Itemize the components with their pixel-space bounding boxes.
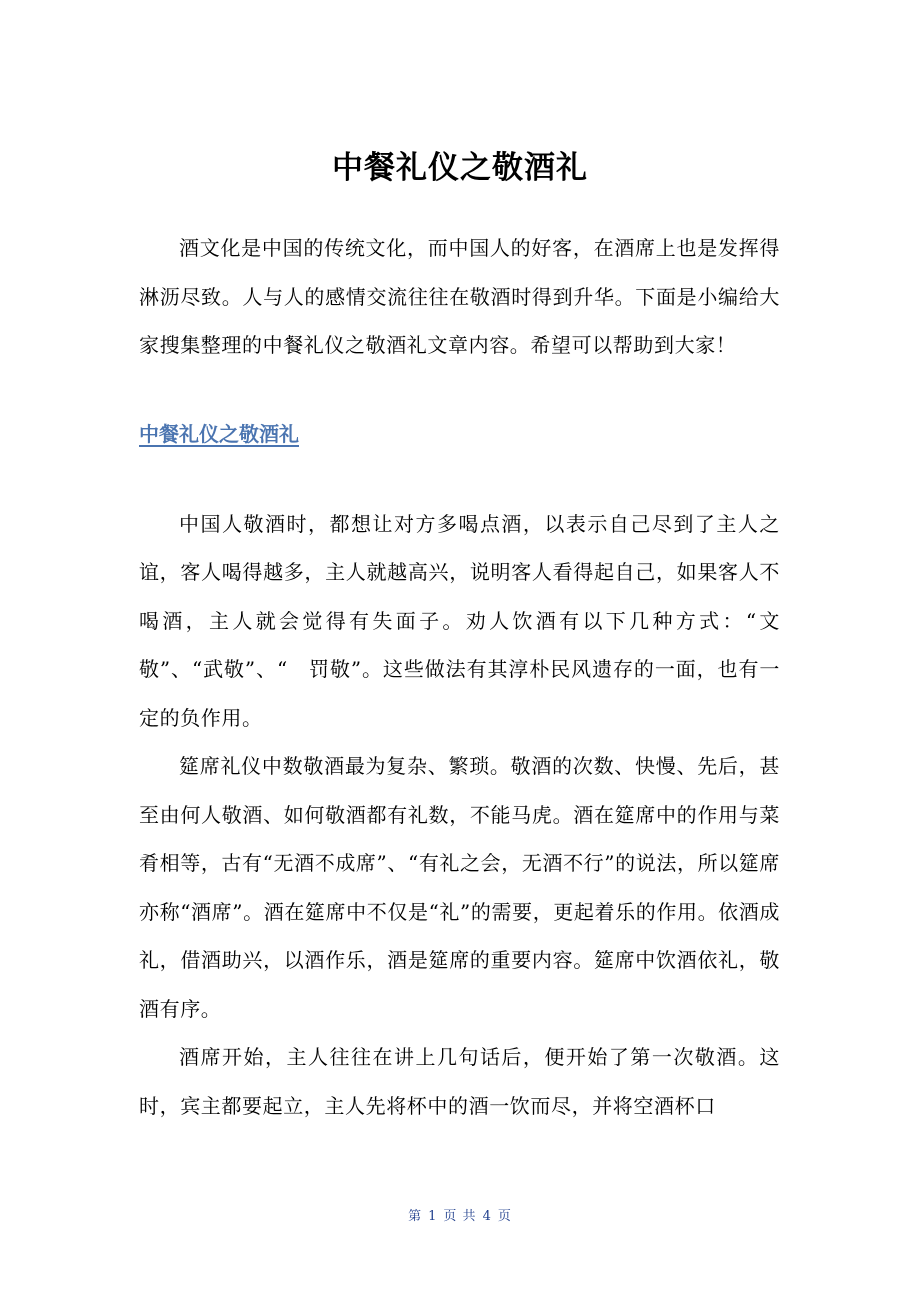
intro-paragraph: 酒文化是中国的传统文化，而中国人的好客，在酒席上也是发挥得淋沥尽致。人与人的感情交流往往在敬酒时得到升华。下面是小编给大家搜集整理的中餐礼仪之敬酒礼文章内容。希望可以帮助到大家！ bbox=[139, 236, 780, 357]
body-paragraph-2: 筵席礼仪中数敬酒最为复杂、繁琐。敬酒的次数、快慢、先后，甚至由何人敬酒、如何敬酒都有礼数，不能马虎。酒在筵席中的作用与菜肴相等，古有“无酒不成席”、“有礼之会，无酒不行”的说法，所以筵席亦称“酒席”。酒在筵席中不仅是“礼”的需要，更起着乐的作用。依酒成礼，借酒助兴，以酒作乐，酒是筵席的重要内容。筵席中饮酒依礼，敬酒有序。 bbox=[139, 754, 780, 1021]
footer-label-pages: 页 bbox=[497, 1209, 512, 1224]
footer-label-of: 页 共 bbox=[443, 1209, 477, 1224]
section-heading-link[interactable]: 中餐礼仪之敬酒礼 bbox=[139, 421, 299, 446]
document-title: 中餐礼仪之敬酒礼 bbox=[332, 150, 588, 186]
document-body bbox=[139, 224, 780, 1130]
body-paragraph-3: 酒席开始，主人往往在讲上几句话后，便开始了第一次敬酒。这时，宾主都要起立，主人先将杯中的酒一饮而尽，并将空酒杯口 bbox=[139, 1045, 780, 1118]
footer-current-page: 1 bbox=[428, 1209, 438, 1224]
footer-total-pages: 4 bbox=[482, 1209, 492, 1224]
page-footer bbox=[0, 1207, 920, 1227]
footer-label-page: 第 bbox=[408, 1209, 423, 1224]
body-paragraph-1: 中国人敬酒时，都想让对方多喝点酒，以表示自己尽到了主人之谊，客人喝得越多，主人就越高兴，说明客人看得起自己，如果客人不喝酒，主人就会觉得有失面子。劝人饮酒有以下几种方式：“文敬”、“武敬”、“ 罚敬”。这些做法有其淳朴民风遗存的一面，也有一定的负作用。 bbox=[139, 511, 780, 730]
